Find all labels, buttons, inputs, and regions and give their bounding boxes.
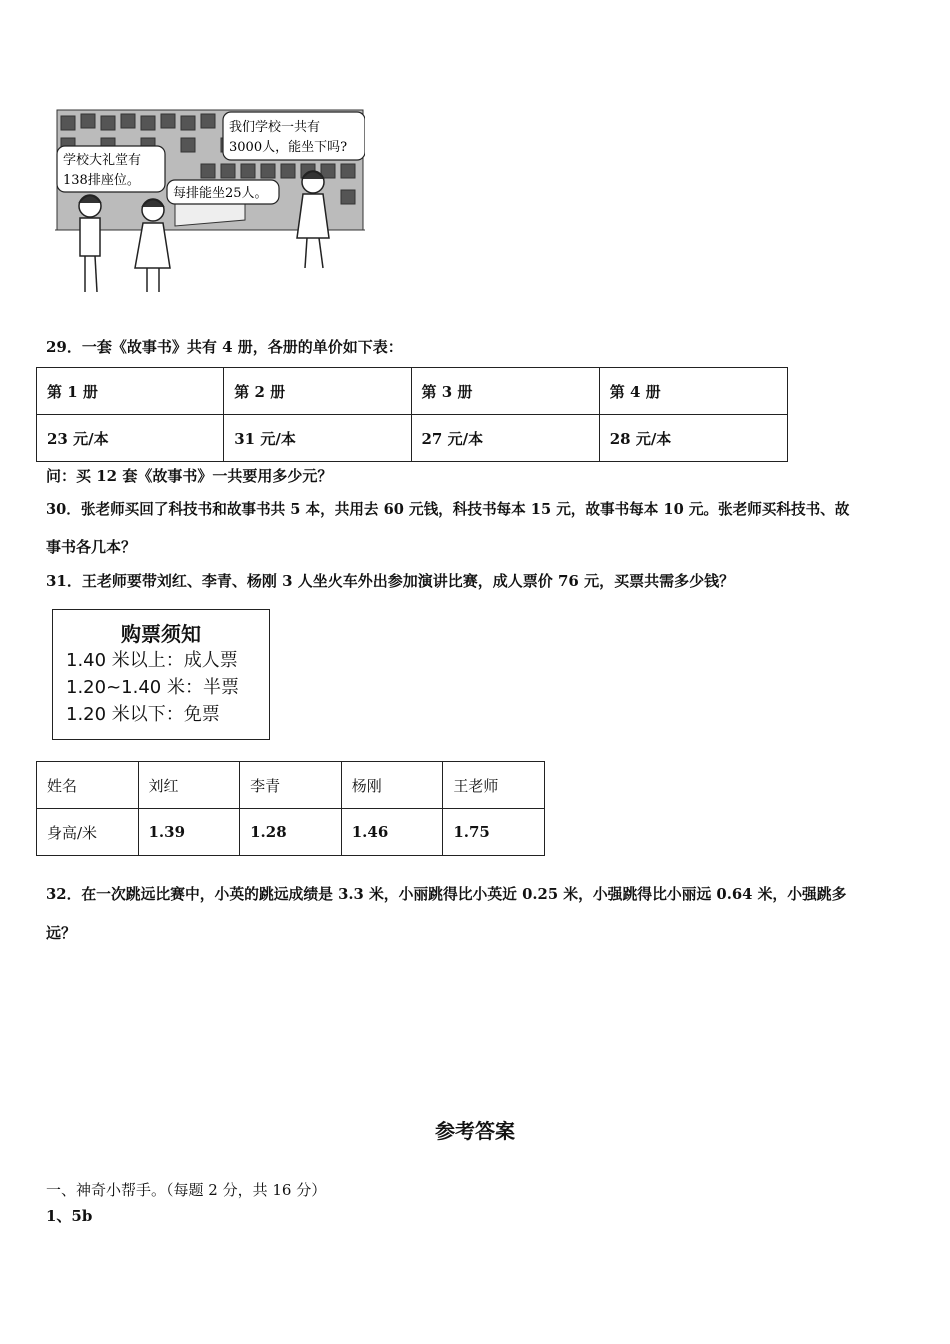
q31-header-name: 姓名 [37,762,139,809]
ticket-notice-title: 购票须知 [121,622,201,646]
bubble-right-line1: 我们学校一共有 [229,120,321,135]
q31-header-yanggang: 杨刚 [341,762,443,809]
answers-title: 参考答案 [435,1119,515,1143]
q29-header-3: 第 3 册 [411,368,599,415]
auditorium-comic-illustration [55,108,365,300]
q29-price-table [36,367,788,462]
q31-height-yanggang: 1.46 [341,809,443,856]
q31-header-liuhong: 刘红 [138,762,240,809]
bubble-middle: 每排能坐25人。 [173,186,268,201]
answers-section-1: 一、神奇小帮手。（每题 2 分，共 16 分） [46,1181,327,1199]
q32-line2: 远？ [46,924,77,942]
q32-line1: 32．在一次跳远比赛中，小英的跳远成绩是 3.3 米，小丽跳得比小英近 0.25 米，小强跳得比小丽远 0.64 米，小强跳多 [46,886,847,903]
ticket-notice-line-2: 1.20~1.40 米：半票 [66,677,239,698]
bubble-left-line1: 学校大礼堂有 [63,153,142,168]
q29-header-1: 第 1 册 [37,368,224,415]
q29-header-2: 第 2 册 [224,368,411,415]
q30-line1: 30．张老师买回了科技书和故事书共 5 本，共用去 60 元钱，科技书每本 15 元，故事书每本 10 元。张老师买科技书、故 [46,501,850,518]
q29-text: 29．一套《故事书》共有 4 册，各册的单价如下表： [46,338,403,356]
q29-question: 问：买 12 套《故事书》一共要用多少元？ [46,467,333,485]
q31-height-table [36,761,545,856]
q31-height-liqing: 1.28 [240,809,342,856]
q29-price-2: 31 元/本 [224,415,411,462]
bubble-right-line2: 3000人，能坐下吗? [229,140,348,155]
ticket-notice-line-3: 1.20 米以下：免票 [66,704,220,725]
q29-price-4: 28 元/本 [599,415,787,462]
q31-height-teacher: 1.75 [443,809,545,856]
answer-item-1: 1、5b [46,1207,93,1225]
q29-price-1: 23 元/本 [37,415,224,462]
q31-header-teacher: 王老师 [443,762,545,809]
q31-height-liuhong: 1.39 [138,809,240,856]
bubble-left-line2: 138排座位。 [63,173,140,188]
ticket-notice-line-1: 1.40 米以上：成人票 [66,650,238,671]
ticket-notice-box [52,609,270,740]
q30-line2: 事书各几本？ [46,538,137,556]
q31-text: 31．王老师要带刘红、李青、杨刚 3 人坐火车外出参加演讲比赛，成人票价 76 元，买票共需多少钱？ [46,572,735,590]
q31-height-label: 身高/米 [37,809,139,856]
q29-price-3: 27 元/本 [411,415,599,462]
q29-header-4: 第 4 册 [599,368,787,415]
q31-header-liqing: 李青 [240,762,342,809]
